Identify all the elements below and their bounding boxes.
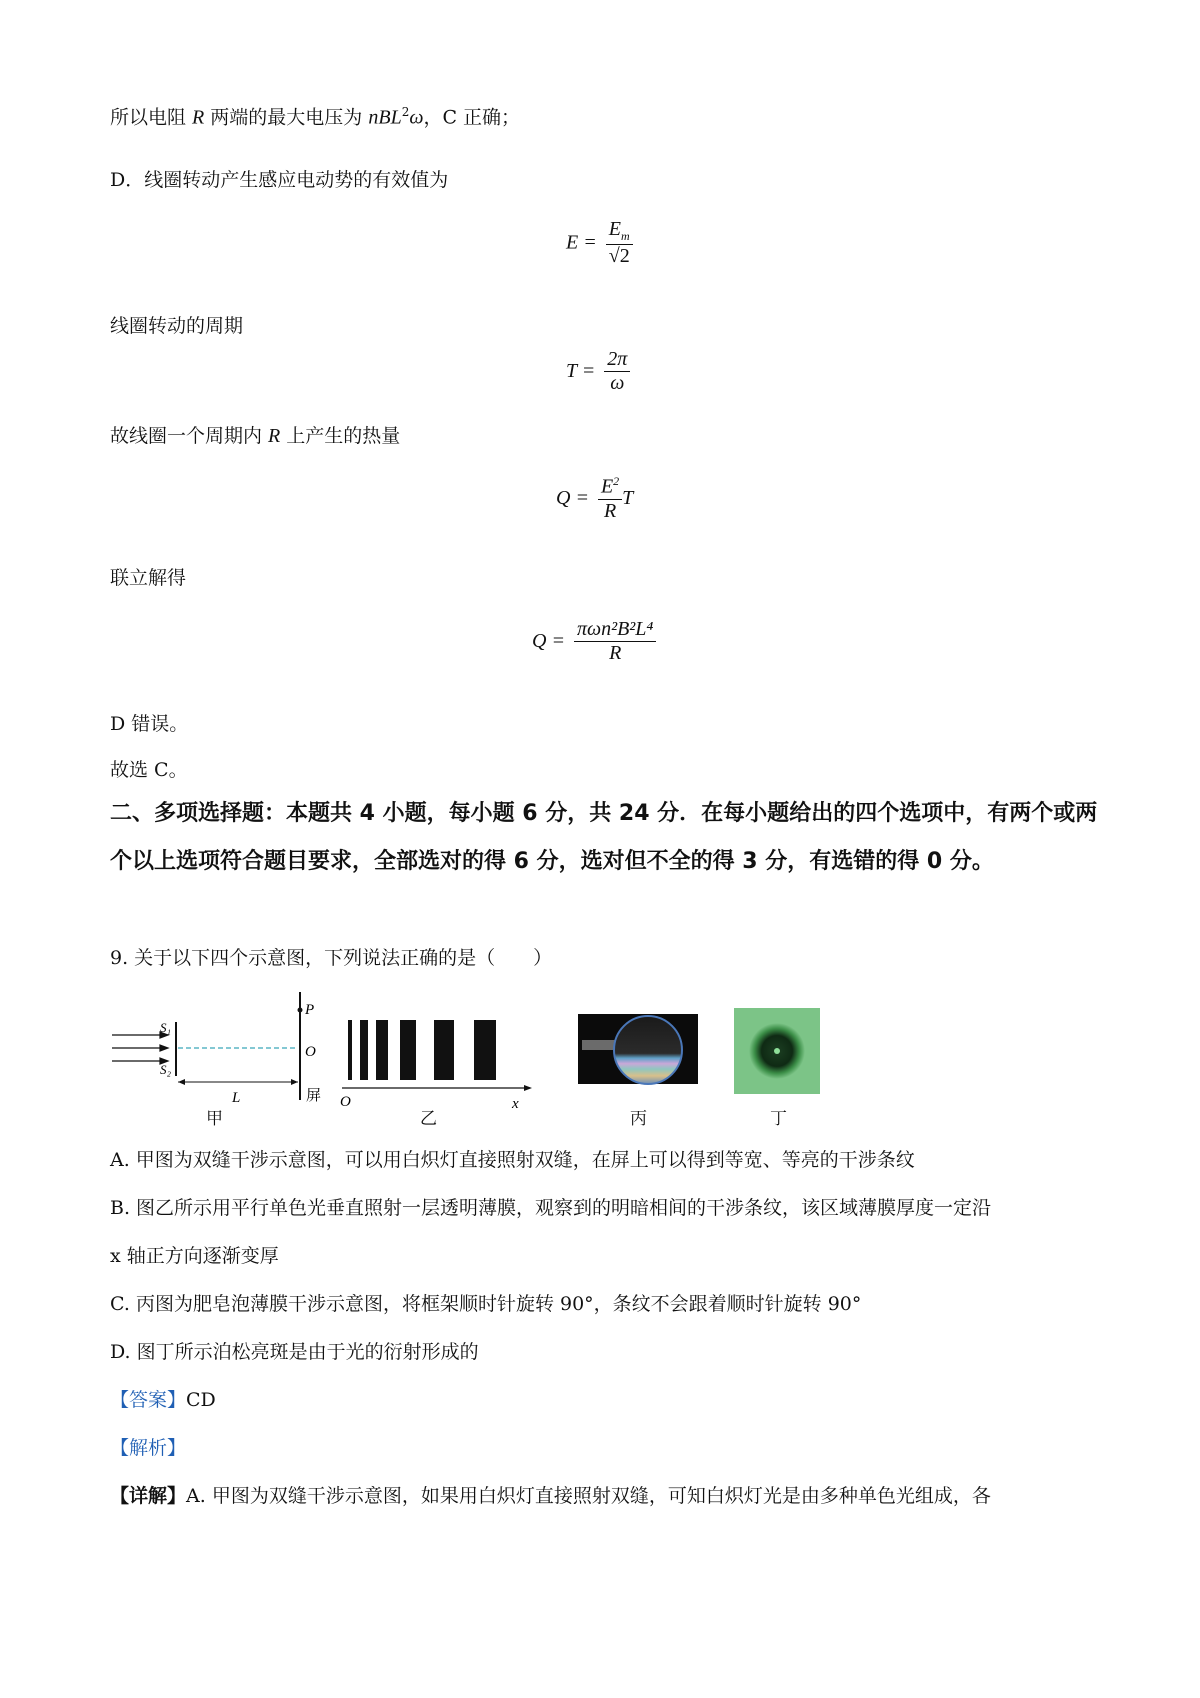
eq-lhs: Q = [532, 630, 565, 652]
option-c: C. 丙图为肥皂泡薄膜干涉示意图，将框架顺时针旋转 90°，条纹不会跟着顺时针旋转 90° [110, 1293, 862, 1315]
figure-bing-soap-film [578, 1014, 698, 1084]
detail-text: A. 甲图为双缝干涉示意图，如果用白炽灯直接照射双缝，可知白炽灯光是由多种单色光组成，各 [186, 1485, 991, 1507]
text: 故线圈一个周期内 [110, 425, 269, 447]
fringe-bar [474, 1020, 496, 1080]
var-R: R [192, 106, 205, 129]
label-s2: S₂ [160, 1062, 172, 1077]
option-d: D. 图丁所示泊松亮斑是由于光的衍射形成的 [110, 1341, 479, 1363]
eq-tail: T [622, 486, 634, 509]
var-R: R [268, 425, 281, 447]
eq-num-sup: 2 [613, 474, 620, 488]
eq-lhs: T = [566, 360, 596, 382]
option-b-line1: B. 图乙所示用平行单色光垂直照射一层透明薄膜，观察到的明暗相间的干涉条纹，该区域薄膜厚度一定沿 [110, 1197, 992, 1219]
eq-num: E [608, 218, 621, 240]
fringe-bar [376, 1020, 388, 1080]
yi-origin-label: O [340, 1094, 351, 1110]
label-p: P [305, 1002, 315, 1018]
text: 上产生的热量 [280, 425, 401, 447]
expr: nBL [368, 106, 402, 129]
eq-den: R [598, 499, 622, 523]
fraction [604, 348, 630, 395]
label-bing: 丙 [630, 1109, 647, 1129]
eq-den: √2 [606, 244, 633, 268]
label-s1: S₁ [160, 1020, 172, 1035]
text: ，C 正确； [423, 106, 521, 129]
eq-den: R [574, 641, 656, 665]
soap-film-ring [614, 1016, 682, 1084]
eq-lhs: Q = [556, 486, 589, 509]
label-jia: 甲 [206, 1109, 223, 1129]
eq-num: πωn²B²L⁴ [576, 618, 654, 640]
c-conclusion-line [110, 98, 520, 131]
figure-jia-double-slit [112, 992, 321, 1106]
label-l: L [232, 1090, 241, 1106]
label-screen: 屏 [306, 1086, 322, 1104]
figure-yi-fringes [340, 1020, 532, 1112]
incident-light-arrows [112, 1032, 168, 1064]
answer-value: CD [186, 1389, 216, 1411]
yi-x-label: x [512, 1096, 519, 1112]
fringe-bar [348, 1020, 352, 1080]
eq-den: ω [604, 371, 630, 395]
eq-lhs: E = [566, 231, 597, 254]
fringe-bar [434, 1020, 454, 1080]
eq-num: E [600, 475, 614, 498]
question-stem: 9. 关于以下四个示意图，下列说法正确的是（ ） [110, 947, 553, 969]
figure-ding-poisson-spot [734, 1008, 820, 1094]
frame-handle [582, 1040, 618, 1050]
option-b-line2: x 轴正方向逐渐变厚 [110, 1245, 279, 1267]
fringe-bar [400, 1020, 416, 1080]
answer-label: 【答案】 [110, 1389, 187, 1411]
text: 两端的最大电压为 [204, 106, 369, 129]
solve-intro-line: 联立解得 [110, 567, 187, 589]
label-ding: 丁 [770, 1109, 787, 1129]
analysis-label: 【解析】 [110, 1437, 187, 1459]
eq-num: 2π [607, 348, 628, 370]
fraction [574, 618, 656, 665]
fringe-bar [360, 1020, 368, 1080]
choose-line: 故选 C。 [110, 759, 188, 781]
heat-intro-line [110, 422, 400, 450]
equation-result [532, 618, 656, 665]
d-intro-line: D．线圈转动产生感应电动势的有效值为 [110, 169, 449, 191]
option-a: A. 甲图为双缝干涉示意图，可以用白炽灯直接照射双缝，在屏上可以得到等宽、等亮的干涉条纹 [110, 1149, 915, 1171]
detail-line [110, 1482, 991, 1510]
text: 所以电阻 [110, 106, 193, 129]
fraction [606, 218, 633, 268]
equation-period [566, 348, 630, 395]
omega: ω [409, 106, 424, 129]
equation-effective-emf [566, 218, 633, 268]
d-wrong-line: D 错误。 [110, 713, 189, 735]
label-yi: 乙 [420, 1109, 437, 1129]
eq-num-sub: m [620, 229, 630, 243]
detail-label: 【详解】 [110, 1485, 187, 1507]
section-heading: 二、多项选择题：本题共 4 小题，每小题 6 分，共 24 分．在每小题给出的四个选项中，有两个或两个以上选项符合题目要求，全部选对的得 6 分，选对但不全的得 3 分，有选错的得 0 分。 [110, 801, 1098, 874]
question-figures [108, 988, 1068, 1128]
bright-spot [774, 1048, 780, 1054]
answer-line [110, 1386, 216, 1414]
equation-heat [556, 474, 633, 523]
fraction [598, 474, 622, 523]
label-o: O [305, 1044, 316, 1060]
point-p [298, 1008, 303, 1013]
exponent: 2 [401, 105, 410, 119]
period-intro-line: 线圈转动的周期 [110, 315, 244, 337]
